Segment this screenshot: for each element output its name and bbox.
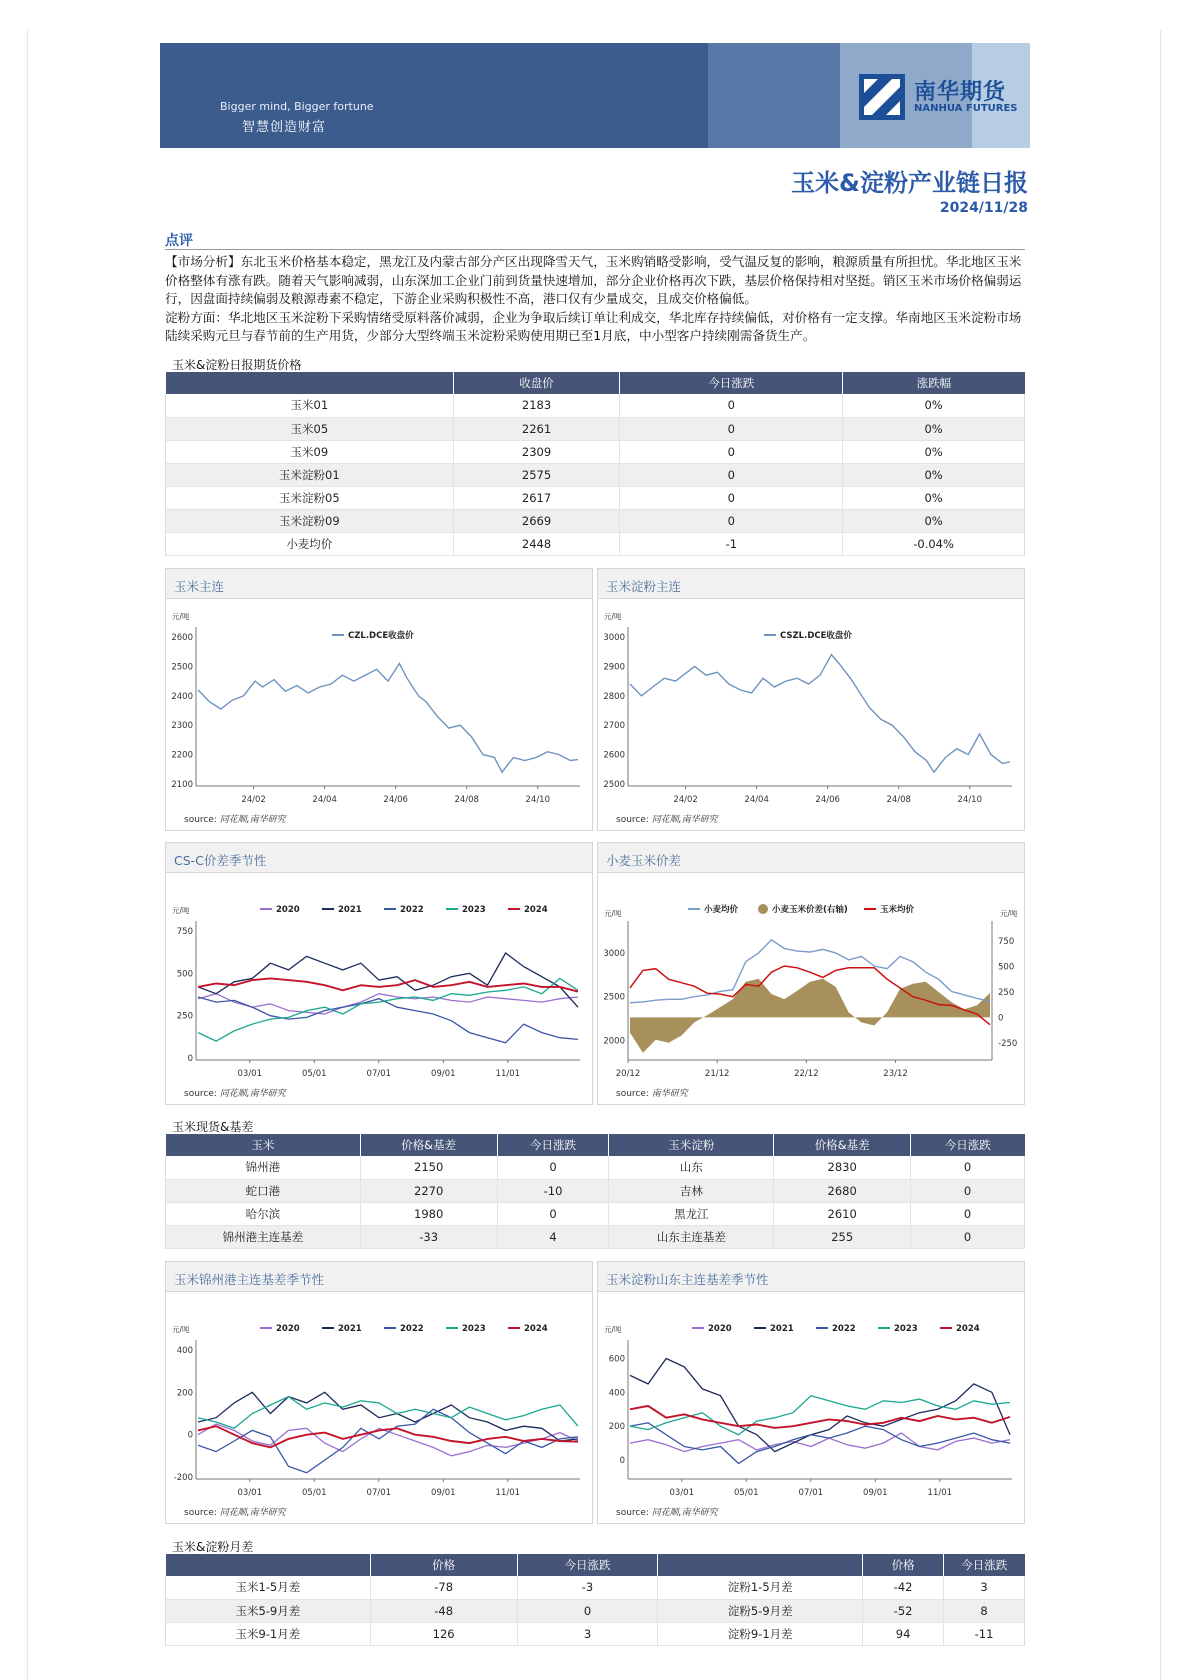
table-cell: 淀粉5-9月差: [658, 1599, 863, 1622]
x-tick-label: 24/10: [525, 795, 551, 805]
chart-panel-jinzhou-basis: [165, 1261, 593, 1524]
source-label: source:: [616, 1089, 649, 1099]
table-row: [166, 1576, 1025, 1599]
banner-block: [708, 43, 840, 148]
chart-source: [184, 1505, 286, 1518]
shandong-basis-chart: [598, 1292, 1026, 1524]
table-cell: 2261: [453, 417, 620, 440]
table-cell: -52: [863, 1599, 944, 1622]
y-tick-label: 2000: [603, 1036, 625, 1047]
y-tick-label: 0: [619, 1456, 625, 1467]
table-cell: 淀粉9-1月差: [658, 1622, 863, 1645]
table-cell: 玉米1-5月差: [166, 1576, 371, 1599]
y-tick-label: 2500: [603, 992, 625, 1003]
x-tick-label: 03/01: [237, 1488, 263, 1498]
source-label: source:: [184, 1089, 217, 1099]
x-tick-label: 24/04: [744, 795, 769, 805]
chart-source: [616, 1086, 688, 1099]
spot-basis-table: [165, 1134, 1025, 1249]
source-text: 同花顺,南华研究: [651, 815, 718, 825]
wheat-corn-spread-chart: [598, 873, 1026, 1105]
legend-label: 2023: [462, 1324, 486, 1334]
chart-source: [184, 1086, 286, 1099]
table-cell: 玉米淀粉09: [166, 509, 454, 532]
x-tick-label: 03/01: [669, 1488, 695, 1498]
table-cell: 玉米01: [166, 394, 454, 417]
table-row: [166, 440, 1025, 463]
source-label: source:: [184, 1508, 217, 1518]
spread-area: [630, 979, 990, 1053]
y-tick-label: -200: [173, 1473, 193, 1483]
table-row: [166, 394, 1025, 417]
table-cell: 2183: [453, 394, 620, 417]
table-cell: 玉米5-9月差: [166, 1599, 371, 1622]
y-tick-label: 2900: [603, 662, 625, 673]
series-line: [630, 655, 1010, 773]
x-tick-label: 07/01: [366, 1488, 392, 1498]
table-cell: 0: [497, 1202, 609, 1225]
table-cell: 2309: [453, 440, 620, 463]
legend-label: 2020: [708, 1324, 732, 1334]
x-tick-label: 24/10: [957, 795, 983, 805]
table-cell: -3: [517, 1576, 658, 1599]
series-line-2022: [198, 997, 578, 1043]
logo-text-english: NANHUA FUTURES: [914, 103, 1018, 114]
y-tick-label: 400: [608, 1388, 625, 1399]
y-tick-label: 0: [187, 1054, 193, 1064]
table-cell: 玉米05: [166, 417, 454, 440]
table-header-cell: 价格&基差: [360, 1134, 497, 1156]
source-text: 同花顺,南华研究: [219, 1508, 286, 1518]
table-cell: 2617: [453, 486, 620, 509]
table-cell: 玉米9-1月差: [166, 1622, 371, 1645]
y2-tick-label: 500: [998, 962, 1015, 973]
x-tick-label: 09/01: [863, 1488, 888, 1498]
legend-label: 2021: [770, 1324, 794, 1334]
y-tick-label: 2500: [171, 662, 193, 673]
chart-panel-title: 玉米淀粉山东主连基差季节性: [598, 1262, 1024, 1292]
table-cell: -1: [620, 532, 843, 555]
y-tick-label: 600: [608, 1354, 625, 1365]
table-cell: 0%: [843, 417, 1025, 440]
x-tick-label: 05/01: [302, 1488, 327, 1498]
table-cell: 0: [620, 463, 843, 486]
logo-mark-icon: [858, 73, 906, 121]
chart-source: [616, 1505, 718, 1518]
table-cell: 0%: [843, 486, 1025, 509]
source-text: 同花顺,南华研究: [219, 1089, 286, 1099]
table-header-cell: 价格&基差: [774, 1134, 911, 1156]
y-axis-unit: 元/吨: [172, 612, 190, 621]
table-cell: -48: [370, 1599, 517, 1622]
spot-table-title: 玉米现货&基差: [172, 1120, 254, 1134]
y-tick-label: 200: [608, 1422, 625, 1433]
x-tick-label: 24/06: [383, 795, 408, 805]
table-row: [166, 1225, 1025, 1248]
table-header-cell: 收盘价: [453, 372, 620, 394]
futures-price-table: [165, 372, 1025, 556]
table-header-cell: 今日涨跌: [497, 1134, 609, 1156]
legend-swatch: [758, 904, 768, 914]
chart-panel-shandong-basis: [597, 1261, 1025, 1524]
table-cell: 0: [620, 509, 843, 532]
table-cell: 玉米09: [166, 440, 454, 463]
y2-tick-label: 250: [998, 987, 1015, 998]
x-tick-label: 24/08: [886, 795, 911, 805]
table-row: [166, 463, 1025, 486]
chart-panel-wheat-corn-spread: [597, 842, 1025, 1105]
table-cell: 2830: [774, 1156, 911, 1179]
table-cell: 0: [517, 1599, 658, 1622]
y-axis-unit: 元/吨: [604, 1325, 622, 1334]
chart-panel-title: 玉米主连: [166, 569, 592, 599]
comment-heading: 点评: [165, 233, 193, 249]
table-cell: 0%: [843, 463, 1025, 486]
source-text: 南华研究: [651, 1089, 688, 1099]
x-tick-label: 07/01: [798, 1488, 824, 1498]
legend-label: 2024: [524, 905, 548, 915]
spread-table-title: 玉米&淀粉月差: [172, 1540, 254, 1554]
nanhua-logo: [858, 73, 1018, 123]
table-cell: -11: [944, 1622, 1025, 1645]
chart-panel-title: 玉米锦州港主连基差季节性: [166, 1262, 592, 1292]
y-tick-label: 750: [176, 927, 193, 937]
y2-tick-label: -250: [998, 1038, 1018, 1049]
y-tick-label: 2700: [603, 721, 625, 732]
logo-text-chinese: 南华期货: [914, 80, 1007, 105]
x-tick-label: 09/01: [431, 1069, 456, 1079]
table-cell: 94: [863, 1622, 944, 1645]
series-line-2023: [198, 1397, 578, 1429]
header-banner: [160, 43, 1030, 148]
x-tick-label: 24/08: [454, 795, 479, 805]
x-tick-label: 05/01: [302, 1069, 327, 1079]
legend-label: 2021: [338, 1324, 362, 1334]
y-tick-label: 250: [176, 1011, 193, 1022]
table-cell: 1980: [360, 1202, 497, 1225]
table-header-cell: 今日涨跌: [517, 1554, 658, 1576]
y2-axis-unit: 元/吨: [1000, 909, 1018, 918]
y-tick-label: 200: [176, 1388, 193, 1399]
y-axis-unit: 元/吨: [172, 906, 190, 915]
table-cell: 2448: [453, 532, 620, 555]
table-row: [166, 509, 1025, 532]
y-axis-unit: 元/吨: [604, 612, 622, 621]
comment-divider: [165, 249, 1025, 250]
page-border-left: [27, 30, 28, 1680]
chart-panel-title: 玉米淀粉主连: [598, 569, 1024, 599]
table-cell: 0: [620, 417, 843, 440]
table-cell: 0: [620, 440, 843, 463]
legend-label: 小麦玉米价差(右轴): [772, 905, 848, 915]
x-tick-label: 11/01: [927, 1488, 953, 1498]
table-cell: 0: [911, 1156, 1025, 1179]
legend-label: CZL.DCE收盘价: [348, 631, 414, 641]
x-tick-label: 20/12: [615, 1069, 641, 1079]
table-cell: 0: [620, 486, 843, 509]
table-cell: 2680: [774, 1179, 911, 1202]
legend-label: 2023: [462, 905, 486, 915]
table-row: [166, 1179, 1025, 1202]
y-tick-label: 2300: [171, 721, 193, 732]
table-cell: 2610: [774, 1202, 911, 1225]
table-cell: 2150: [360, 1156, 497, 1179]
legend-label: 2022: [400, 905, 424, 915]
y-axis-unit: 元/吨: [172, 1325, 190, 1334]
legend-label: 2021: [338, 905, 362, 915]
x-tick-label: 03/01: [237, 1069, 263, 1079]
y-tick-label: 2600: [171, 633, 193, 643]
table-cell: 哈尔滨: [166, 1202, 361, 1225]
x-tick-label: 11/01: [495, 1488, 521, 1498]
source-label: source:: [616, 815, 649, 825]
y2-tick-label: 750: [998, 937, 1015, 948]
table-cell: 0: [497, 1156, 609, 1179]
cs-c-spread-chart: [166, 873, 594, 1105]
table-header-cell: 玉米淀粉: [609, 1134, 774, 1156]
table-cell: 山东: [609, 1156, 774, 1179]
table-header-cell: 玉米: [166, 1134, 361, 1156]
slogan-chinese: 智慧创造财富: [242, 120, 327, 135]
y-tick-label: 2200: [171, 750, 193, 761]
table-cell: 山东主连基差: [609, 1225, 774, 1248]
table-cell: 3: [944, 1576, 1025, 1599]
comment-body: [165, 253, 1025, 346]
table-cell: 2270: [360, 1179, 497, 1202]
legend-label: 小麦均价: [704, 905, 739, 915]
table-cell: 3: [517, 1622, 658, 1645]
x-tick-label: 24/02: [673, 795, 698, 805]
table-header-cell: [658, 1554, 863, 1576]
series-line-2024: [198, 978, 578, 991]
table-cell: 玉米淀粉05: [166, 486, 454, 509]
x-tick-label: 22/12: [794, 1069, 819, 1079]
table-row: [166, 417, 1025, 440]
table-header-cell: 今日涨跌: [911, 1134, 1025, 1156]
table-cell: 淀粉1-5月差: [658, 1576, 863, 1599]
series-line: [198, 664, 578, 773]
table-cell: 玉米淀粉01: [166, 463, 454, 486]
chart-panel-title: CS-C价差季节性: [166, 843, 592, 873]
legend-label: 2022: [832, 1324, 856, 1334]
y-tick-label: 0: [187, 1430, 193, 1441]
starch-main-chart: [598, 599, 1026, 831]
report-date: 2024/11/28: [939, 200, 1028, 216]
series-line-2021: [630, 1359, 1010, 1452]
table-cell: 0: [620, 394, 843, 417]
slogan-english: Bigger mind, Bigger fortune: [220, 100, 374, 113]
table-cell: -33: [360, 1225, 497, 1248]
comment-paragraph: 淀粉方面：华北地区玉米淀粉下采购情绪受原料落价减弱，企业为争取后续订单让利成交，华北库存持续偏低，对价格有一定支撑。华南地区玉米淀粉市场陆续采购元旦与春节前的生产用货，少部分大型终端玉米淀粉采购使用期已至1月底，中小型客户持续刚需备货生产。: [165, 309, 1022, 343]
y-tick-label: 3000: [603, 948, 625, 959]
table-cell: 8: [944, 1599, 1025, 1622]
table-row: [166, 532, 1025, 555]
y-tick-label: 500: [176, 969, 193, 980]
legend-label: 2020: [276, 1324, 300, 1334]
y-tick-label: 2400: [171, 691, 193, 702]
x-tick-label: 09/01: [431, 1488, 456, 1498]
legend-label: 2024: [956, 1324, 980, 1334]
x-tick-label: 21/12: [704, 1069, 730, 1079]
legend-label: CSZL.DCE收盘价: [780, 631, 852, 641]
x-tick-label: 24/02: [241, 795, 266, 805]
x-tick-label: 23/12: [883, 1069, 908, 1079]
table-header-cell: 今日涨跌: [944, 1554, 1025, 1576]
y-axis-unit: 元/吨: [604, 909, 622, 918]
table-cell: 4: [497, 1225, 609, 1248]
series-line-2023: [198, 978, 578, 1041]
futures-table-title: 玉米&淀粉日报期货价格: [172, 358, 302, 372]
table-header-cell: 今日涨跌: [620, 372, 843, 394]
table-header-cell: 价格: [863, 1554, 944, 1576]
table-cell: 0%: [843, 440, 1025, 463]
source-label: source:: [616, 1508, 649, 1518]
table-cell: -42: [863, 1576, 944, 1599]
comment-paragraph: 【市场分析】东北玉米价格基本稳定，黑龙江及内蒙古部分产区出现降雪天气，玉米购销略受影响，受气温反复的影响，粮源质量有所担忧。华北地区玉米价格整体有涨有跌。随着天气影响减弱，山东深加工企业门前到货量快速增加，部分企业价格再次下跌，基层价格保持相对坚挺。销区玉米市场价格偏弱运行，因盘面持续偏弱及粮源毒素不稳定，下游企业采购积极性不高，港口仅有少量成交，且成交价格偏低。: [165, 254, 1022, 306]
x-tick-label: 07/01: [366, 1069, 392, 1079]
y2-tick-label: 0: [998, 1013, 1004, 1024]
x-tick-label: 24/06: [815, 795, 840, 805]
table-cell: 0: [911, 1225, 1025, 1248]
table-row: [166, 1622, 1025, 1645]
table-row: [166, 1599, 1025, 1622]
legend-label: 玉米均价: [880, 905, 915, 915]
table-cell: 255: [774, 1225, 911, 1248]
chart-source: [184, 812, 286, 825]
legend-label: 2023: [894, 1324, 918, 1334]
table-cell: -0.04%: [843, 532, 1025, 555]
y-tick-label: 2600: [603, 750, 625, 761]
table-cell: 黑龙江: [609, 1202, 774, 1225]
chart-panel-cs-c-spread: [165, 842, 593, 1105]
source-text: 同花顺,南华研究: [651, 1508, 718, 1518]
chart-source: [616, 812, 718, 825]
legend-label: 2022: [400, 1324, 424, 1334]
table-header-cell: [166, 372, 454, 394]
table-header-cell: [166, 1554, 371, 1576]
x-tick-label: 11/01: [495, 1069, 521, 1079]
table-cell: 蛇口港: [166, 1179, 361, 1202]
table-cell: -78: [370, 1576, 517, 1599]
y-tick-label: 3000: [603, 633, 625, 643]
table-row: [166, 486, 1025, 509]
table-cell: 0%: [843, 394, 1025, 417]
table-cell: -10: [497, 1179, 609, 1202]
table-row: [166, 1156, 1025, 1179]
table-cell: 126: [370, 1622, 517, 1645]
table-header-cell: 价格: [370, 1554, 517, 1576]
corn-main-chart: [166, 599, 594, 831]
table-cell: 锦州港主连基差: [166, 1225, 361, 1248]
y-tick-label: 2100: [171, 780, 193, 790]
y-tick-label: 2500: [603, 780, 625, 790]
table-cell: 0: [911, 1202, 1025, 1225]
chart-panel-title: 小麦玉米价差: [598, 843, 1024, 873]
y-tick-label: 2800: [603, 691, 625, 702]
jinzhou-basis-chart: [166, 1292, 594, 1524]
legend-label: 2020: [276, 905, 300, 915]
legend-label: 2024: [524, 1324, 548, 1334]
table-cell: 2575: [453, 463, 620, 486]
y-tick-label: 400: [176, 1346, 193, 1356]
table-cell: 0%: [843, 509, 1025, 532]
table-cell: 锦州港: [166, 1156, 361, 1179]
report-title: 玉米&淀粉产业链日报: [791, 169, 1028, 197]
chart-panel-corn-main: [165, 568, 593, 831]
table-cell: 2669: [453, 509, 620, 532]
x-tick-label: 05/01: [734, 1488, 759, 1498]
source-label: source:: [184, 815, 217, 825]
table-row: [166, 1202, 1025, 1225]
table-cell: 0: [911, 1179, 1025, 1202]
table-cell: 吉林: [609, 1179, 774, 1202]
monthly-spread-table: [165, 1554, 1025, 1646]
source-text: 同花顺,南华研究: [219, 815, 286, 825]
chart-panel-starch-main: [597, 568, 1025, 831]
table-header-cell: 涨跌幅: [843, 372, 1025, 394]
page-border-right: [1160, 30, 1161, 1680]
x-tick-label: 24/04: [312, 795, 337, 805]
table-cell: 小麦均价: [166, 532, 454, 555]
series-line-2020: [198, 994, 578, 1014]
